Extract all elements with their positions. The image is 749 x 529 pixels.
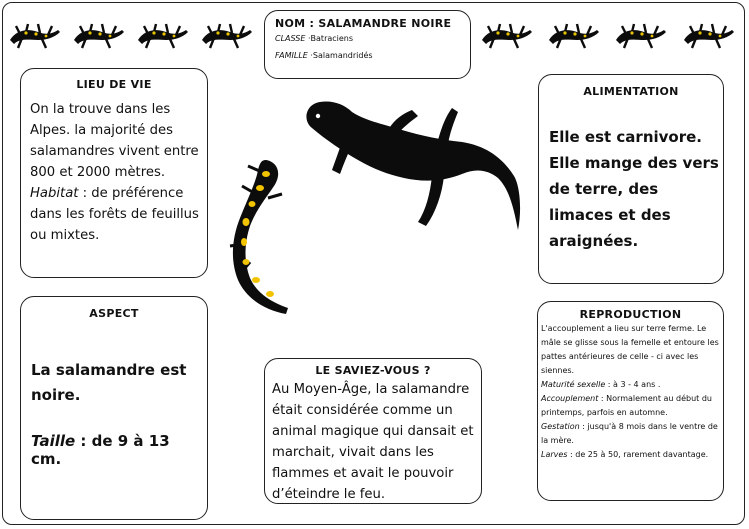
salamander-icon — [198, 18, 254, 52]
salamander-icon — [478, 18, 534, 52]
habitat-text: : de préférence dans les forêts de feuillus ou mixtes. — [30, 186, 199, 243]
salamander-icon — [545, 18, 601, 52]
fire-salamander-illustration — [222, 152, 292, 324]
taille-text: : de 9 à 13 cm. — [31, 432, 170, 468]
salamander-icon — [6, 18, 62, 52]
salamander-icon — [612, 18, 668, 52]
species-name: NOM : SALAMANDRE NOIRE — [275, 17, 452, 30]
maturite-label: Maturité sexelle — [541, 380, 606, 389]
famille-line — [275, 51, 373, 60]
reproduction-intro: L'accouplement a lieu sur terre ferme. Le mâle se glisse sous la femelle et entoure les pattes antérieures de celle - ci avec les siennes. — [541, 324, 719, 375]
saviez-vous-box — [264, 358, 482, 504]
reproduction-text — [541, 322, 721, 462]
lieu-text: On la trouve dans les Alpes. la majorité des salamandres vivent entre 800 et 2000 mètres. — [30, 102, 199, 180]
larves-label: Larves — [541, 450, 568, 459]
lieu-de-vie-text — [30, 99, 202, 246]
header-box — [264, 10, 471, 79]
gestation-text: : jusqu'à 8 mois dans le ventre de la mère. — [541, 422, 718, 445]
habitat-label: Habitat — [30, 186, 79, 201]
black-salamander-illustration — [292, 90, 528, 238]
salamander-icon — [70, 18, 126, 52]
alimentation-text: Elle est carnivore. Elle mange des vers de terre, des limaces et des araignées. — [549, 128, 719, 250]
reproduction-title: REPRODUCTION — [579, 308, 682, 321]
lieu-de-vie-box — [20, 68, 208, 278]
lieu-de-vie-title: LIEU DE VIE — [76, 78, 152, 91]
taille-line — [31, 432, 203, 468]
accouplement-text: : Normalement au début du printemps, parfois en automne. — [541, 394, 712, 417]
taille-label: Taille — [31, 432, 76, 450]
classe-value: ·Batraciens — [308, 34, 354, 43]
aspect-title: ASPECT — [89, 307, 139, 320]
larves-text: : de 25 à 50, rarement davantage. — [567, 450, 709, 459]
salamander-icon — [134, 18, 190, 52]
classe-line — [275, 34, 353, 43]
famille-label: FAMILLE — [275, 51, 308, 60]
salamander-icon — [680, 18, 736, 52]
maturite-text: : à 3 - 4 ans . — [605, 380, 661, 389]
gestation-label: Gestation — [541, 422, 580, 431]
accouplement-label: Accouplement — [541, 394, 599, 403]
saviez-vous-text: Au Moyen-Âge, la salamandre était considérée comme un animal magique qui dansait et marchait, vivait dans les flammes et avait le pouvoir d’éteindre le feu. — [272, 382, 474, 502]
aspect-box — [20, 296, 208, 520]
aspect-text: La salamandre est noire. — [31, 361, 187, 404]
alimentation-box — [538, 74, 724, 284]
alimentation-title: ALIMENTATION — [583, 85, 679, 98]
classe-label: CLASSE — [275, 34, 306, 43]
reproduction-box — [537, 301, 724, 501]
saviez-vous-title: LE SAVIEZ-VOUS ? — [315, 364, 431, 377]
famille-value: ·Salamandridés — [310, 51, 373, 60]
